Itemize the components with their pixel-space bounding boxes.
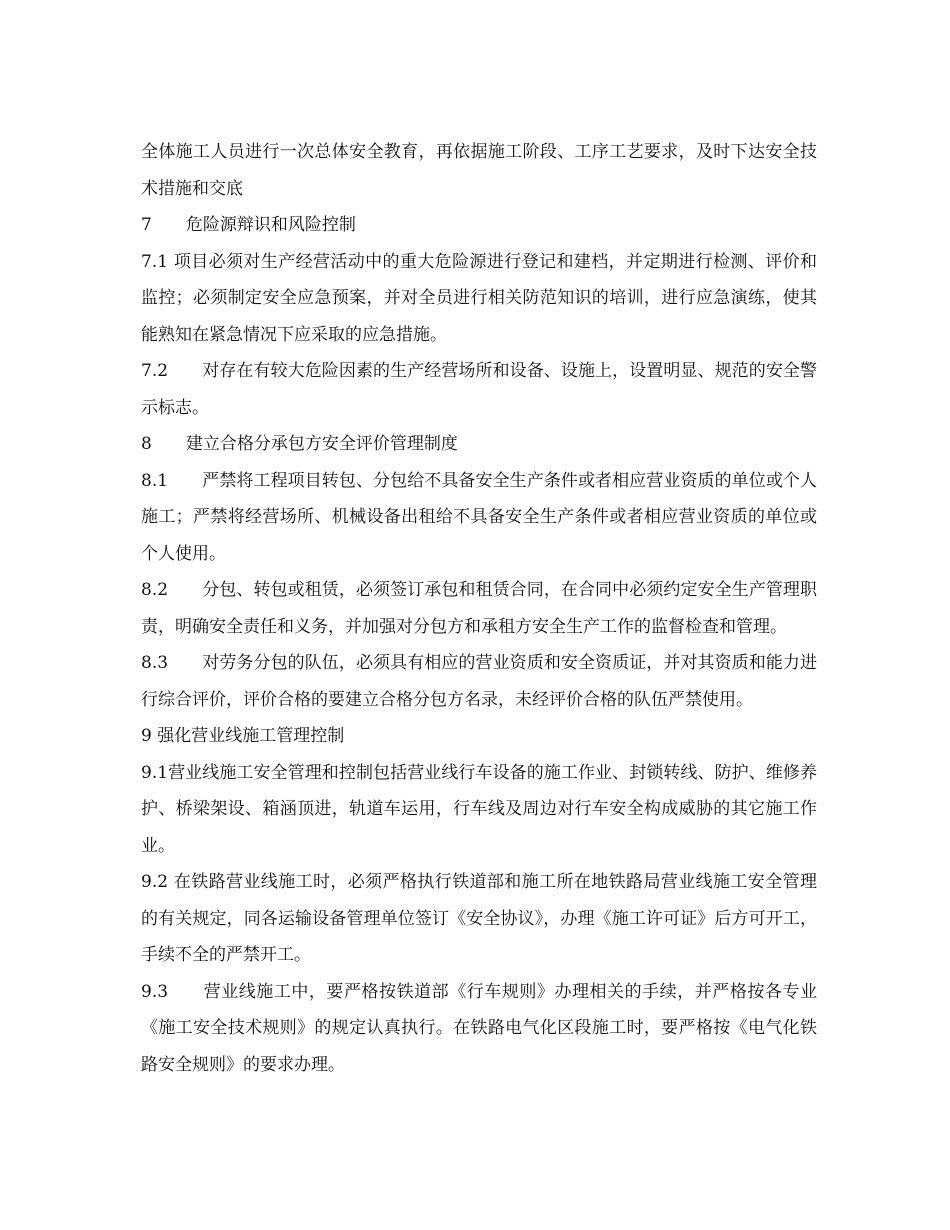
heading-9: 9 强化营业线施工管理控制 <box>141 726 345 746</box>
document-body <box>141 134 817 1083</box>
paragraph-8-3: 8.3 对劳务分包的队伍，必须具有相应的营业资质和安全资质证，并对其资质和能力进行综合评价，评价合格的要建立合格分包方名录，未经评价合格的队伍严禁使用。 <box>141 653 817 710</box>
paragraph-8-1: 8.1 严禁将工程项目转包、分包给不具备安全生产条件或者相应营业资质的单位或个人施工；严禁将经营场所、机械设备出租给不具备安全生产条件或者相应营业资质的单位或个人使用。 <box>141 470 817 564</box>
paragraph-intro: 全体施工人员进行一次总体安全教育，再依据施工阶段、工序工艺要求，及时下达安全技术措施和交底 <box>141 142 817 199</box>
paragraph-9-2: 9.2 在铁路营业线施工时，必须严格执行铁道部和施工所在地铁路局营业线施工安全管理的有关规定，同各运输设备管理单位签订《安全协议》，办理《施工许可证》后方可开工，手续不全的严禁开工。 <box>141 872 817 965</box>
paragraph-8-2: 8.2 分包、转包或租赁，必须签订承包和租赁合同，在合同中必须约定安全生产管理职责，明确安全责任和义务，并加强对分包方和承租方安全生产工作的监督检查和管理。 <box>141 580 817 637</box>
paragraph-9-1: 9.1营业线施工安全管理和控制包括营业线行车设备的施工作业、封锁转线、防护、维修养护、桥梁架设、箱涵顶进，轨道车运用，行车线及周边对行车安全构成威胁的其它施工作业。 <box>141 762 817 856</box>
paragraph-7-1: 7.1 项目必须对生产经营活动中的重大危险源进行登记和建档，并定期进行检测、评价和监控；必须制定安全应急预案，并对全员进行相关防范知识的培训，进行应急演练，使其能熟知在紧急情况下应采取的应急措施。 <box>141 251 817 345</box>
heading-8: 8 建立合格分承包方安全评价管理制度 <box>141 434 458 454</box>
paragraph-7-2: 7.2 对存在有较大危险因素的生产经营场所和设备、设施上，设置明显、规范的安全警示标志。 <box>141 361 817 418</box>
heading-7: 7 危险源辩识和风险控制 <box>141 215 356 235</box>
paragraph-9-3: 9.3 营业线施工中，要严格按铁道部《行车规则》办理相关的手续，并严格按各专业《施工安全技术规则》的规定认真执行。在铁路电气化区段施工时，要严格按《电气化铁路安全规则》的要求办理。 <box>141 981 817 1075</box>
